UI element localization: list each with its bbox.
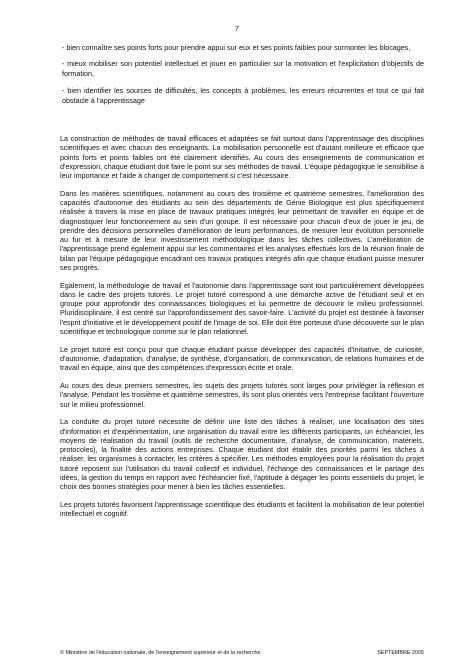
bullet-list <box>62 43 424 112</box>
page-footer <box>60 650 424 657</box>
paragraph: Dans les matières scientifiques, notamment au cours des troisième et quatrième semestres, l'amélioration des capacités d'autonomie des étudiants au sein des départements de Génie Biologique est plus spécifiquement réalisée à travers la mise en place de travaux pratiques intégrés leur permettant de travailler en équipe et de diagnostiquer leur fonctionnement au sein d'un groupe. Il est nécessaire pour chacun d'eux de jouer le jeu, de prendre des décisions personnelles d'amélioration de leurs performances, de mesurer leur évolution personnelle au fur et à mesure de leur investissement méthodologique dans les tâches collectives. L'amélioration de l'apprentissage prend également appui sur les commentaires et les analyses effectués lors de la réunion finale de bilan par l'équipe pédagogique encadrant ces travaux pratiques intégrés afin que chaque étudiant puisse mesurer ses progrès. <box>60 188 424 272</box>
paragraph: Le projet tutoré est conçu pour que chaque étudiant puisse développer des capacités d'initiative, de curiosité, d'autonomie, d'adaptation, d'analyse, de synthèse, d'organisation, de communication, de relations humaines et de travail en équipe, ainsi que des compétences d'expression écrite et orale. <box>60 344 424 373</box>
bullet-item: - bien identifier les sources de difficultés, les concepts à problèmes, les erreurs récurrentes et tout ce qui fait obstacle à l'apprentissage <box>62 85 424 105</box>
body-text <box>60 134 424 527</box>
paragraph: Les projets tutorés favorisent l'apprentissage scientifique des étudiants et facilitent la mobilisation de leur potentiel intellectuel et cognitif. <box>60 500 424 519</box>
footer-copyright: © Ministère de l'éducation nationale, de l'enseignement supérieur et de la recherche <box>60 650 261 656</box>
bullet-item: - mieux mobiliser son potentiel intellectuel et jouer en particulier sur la motivation et l'explicitation d'objectifs de formation, <box>62 59 424 79</box>
bullet-item: - bien connaître ses points forts pour prendre appui sur eux et ses points faibles pour surmonter les blocages, <box>62 43 411 52</box>
footer-date: SEPTEMBRE 2005 <box>377 650 424 656</box>
paragraph: La construction de méthodes de travail efficaces et adaptées se fait surtout dans l'apprentissage des disciplines scientifiques et avec chacun des enseignants. La mobilisation personnelle est d'autant meilleure et efficace que points forts et points faibles ont été clairement identifiés. Au cours des enseignements de communication et d'expression, chaque étudiant doit faire le point sur ses méthodes de travail. L'équipe pédagogique le sensibilise à leur importance et l'aide à changer de comportement si c'est nécessaire. <box>60 134 424 180</box>
paragraph: Egalement, la méthodologie de travail et l'autonomie dans l'apprentissage sont tout particulièrement développées dans le cadre des projets tutorés. Le projet tutoré correspond à une démarche active de l'étudiant seul et en groupe pour approfondir des connaissances biologiques et lui permettre de découvrir le milieu professionnel. Pluridisciplinaire, il est centré sur l'approfondissement des savoir-faire. L'activité du projet est destinée à favoriser l'esprit d'initiative et le développement positif de l'image de soi. Elle doit être porteuse d'une découverte sur le plan scientifique et technologique comme sur le plan relationnel. <box>60 280 424 336</box>
paragraph: Au cours des deux premiers semestres, les sujets des projets tutorés sont larges pour privilégier la réflexion et l'analyse. Pendant les troisième et quatrième semestres, ils sont plus orientés vers l'entreprise facilitant l'ouverture sur le milieu professionnel. <box>60 381 424 409</box>
page-number: 7 <box>235 26 239 33</box>
paragraph: La conduite du projet tutoré nécessite de définir une liste des tâches à réaliser, une localisation des sites d'information et d'expérimentation, une organisation du travail entre les différents participants, un échéancier, les moyens de réalisation du travail (outils de recherche documentaire, d'analyse, de communication, matériels, protocoles), la finalité des actions entreprises. Chaque étudiant doit établir des priorités parmi les tâches à réaliser, les organismes à contacter, les critères à spécifier. Les méthodes employées pour la réalisation du projet tutoré reposent sur l'utilisation du travail collectif et individuel, l'échange des connaissances et le partage des idées, la gestion du temps en rapport avec l'échéancier fixé, l'aptitude à dégager les points essentiels du projet, le choix des bonnes stratégies pour mener à bien les tâches essentielles. <box>60 417 424 492</box>
